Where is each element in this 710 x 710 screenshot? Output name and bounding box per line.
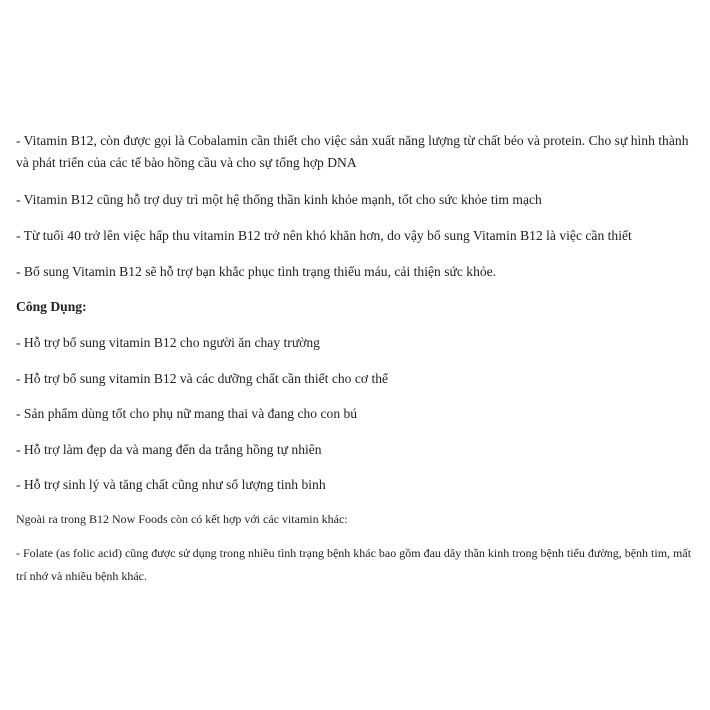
uses-item-4: - Hỗ trợ làm đẹp da và mang đến da trắng hồng tự nhiên [16, 442, 322, 457]
uses-heading: Công Dụng: [16, 299, 87, 314]
uses-item-2: - Hỗ trợ bổ sung vitamin B12 và các dưỡng chất cần thiết cho cơ thể [16, 371, 389, 386]
uses-item-5: - Hỗ trợ sinh lý và tăng chất cũng như số lượng tinh binh [16, 477, 326, 492]
folate-paragraph: - Folate (as folic acid) cũng được sử dụng trong nhiều tình trạng bệnh khác bao gồm đau dây thần kinh trong bệnh tiểu đường, bệnh tim, mất trí nhớ và nhiều bệnh khác. [16, 546, 692, 583]
intro-paragraph-4: - Bổ sung Vitamin B12 sẽ hỗ trợ bạn khắc phục tình trạng thiếu máu, cải thiện sức khỏe. [16, 264, 497, 279]
intro-paragraph-2: - Vitamin B12 cũng hỗ trợ duy trì một hệ thống thần kinh khỏe mạnh, tốt cho sức khỏe tim mạch [16, 192, 542, 207]
intro-paragraph-1: - Vitamin B12, còn được gọi là Cobalamin cần thiết cho việc sản xuất năng lượng từ chất béo và protein. Cho sự hình thành và phát triển của các tế bào hồng cầu và cho sự tổng hợp DNA [16, 133, 689, 170]
intro-paragraph-3: - Từ tuổi 40 trở lên việc hấp thu vitamin B12 trở nên khó khăn hơn, do vậy bổ sung Vitamin B12 là việc cần thiết [16, 228, 632, 243]
other-vitamins-intro: Ngoài ra trong B12 Now Foods còn có kết hợp với các vitamin khác: [16, 512, 348, 526]
uses-item-1: - Hỗ trợ bổ sung vitamin B12 cho người ăn chay trường [16, 335, 320, 350]
uses-item-3: - Sản phẩm dùng tốt cho phụ nữ mang thai và đang cho con bú [16, 406, 358, 421]
